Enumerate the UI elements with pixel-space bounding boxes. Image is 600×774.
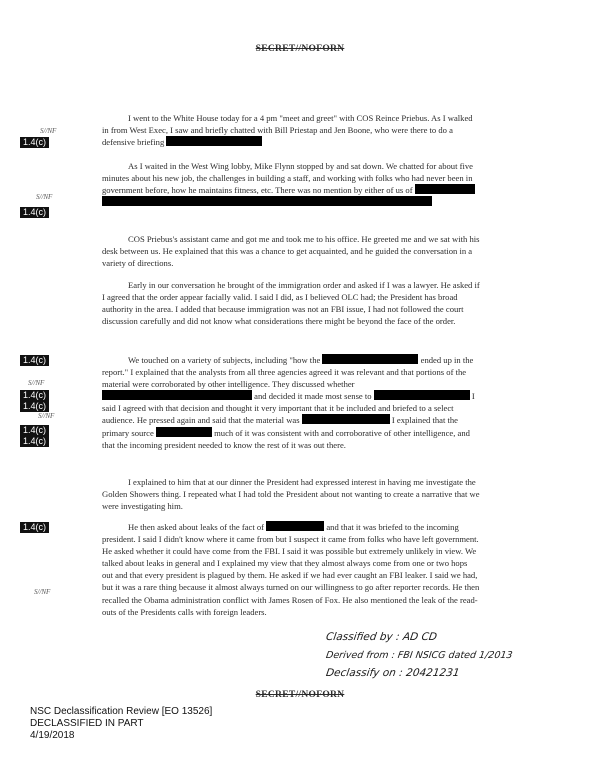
declass-date-line: 4/19/2018: [30, 730, 75, 741]
declass-review-line: NSC Declassification Review [EO 13526]: [30, 706, 213, 717]
margin-mark: S//NF: [34, 588, 51, 596]
margin-mark: S//NF: [38, 412, 55, 420]
redaction-block: [302, 414, 390, 424]
declassification-stamp: [30, 706, 212, 742]
handwritten-classified-by: Classified by : AD CD: [325, 631, 438, 643]
paragraph-6: I explained to him that at our dinner the President had expressed interest in having me investigate the Golden Showers thing. I repeated what I had told the President about not wanting to create a narrative that we were investigating him.: [102, 477, 480, 512]
paragraph-3: COS Priebus's assistant came and got me and took me to his office. He greeted me and we sat with his desk between us. He explained that this was a chance to get acquainted, and he guided the conversation in a variety of directions.: [102, 234, 480, 269]
redaction-code-tag: 1.4(c): [20, 401, 49, 412]
margin-mark: S//NF: [28, 379, 45, 387]
paragraph-4: Early in our conversation he brought of the immigration order and asked if I was a lawyer. He asked if I agreed that the order appear facially valid. I said I did, as I believed OLC had; the President has broad authority in the area. I added that because immigration was not an FBI issue, I had not followed the court discussion carefully and did not know what considerations there might be beyond the face of the order.: [102, 280, 480, 327]
redaction-block: [415, 184, 475, 194]
redaction-code-tag: 1.4(c): [20, 522, 49, 533]
redaction-code-tag: 1.4(c): [20, 390, 49, 401]
handwritten-declassify-on: Declassify on : 20421231: [325, 667, 461, 679]
handwritten-derived-from: Derived from : FBI NSICG dated 1/2013: [325, 650, 514, 661]
declass-status-line: DECLASSIFIED IN PART: [30, 718, 144, 729]
paragraph-7: He then asked about leaks of the fact of and that it was briefed to the incoming president. I said I didn't know where it came from but I suspect it came from folks who have left government. He asked whether it could have come from the FBI. I said it was possible but extremely unlikely in view. We talked about leaks in general and I explained my view that they almost always come from one or two hops out and that every president is plagued by them. He asked if we had ever caught an FBI leaker. I said we had, but it was a rare thing because it almost always turned on our willingness to go after reporter records. He then recalled the Obama administration conflict with James Rosen of Fox. He also mentioned the leak of the read-outs of the Presidents calls with foreign leaders.: [102, 522, 480, 617]
redaction-code-tag: 1.4(c): [20, 436, 49, 447]
header-classification: SECRET//NOFORN: [255, 44, 345, 54]
paragraph-2: As I waited in the West Wing lobby, Mike Flynn stopped by and sat down. We chatted for about five minutes about his new job, the challenges in building a staff, and working with folks who had never been in government before, how he maintains fitness, etc. There was no mention by either of us of: [102, 160, 480, 208]
redaction-block: [156, 427, 212, 437]
redaction-block: [322, 354, 418, 364]
redaction-block: [102, 196, 432, 206]
redaction-block: [166, 136, 262, 146]
redaction-code-tag: 1.4(c): [20, 355, 49, 366]
redaction-block: [102, 390, 252, 400]
redaction-block: [266, 521, 324, 531]
footer-classification: SECRET//NOFORN: [255, 690, 345, 700]
redaction-code-tag: 1.4(c): [20, 425, 49, 436]
paragraph-1: I went to the White House today for a 4 pm "meet and greet" with COS Reince Priebus. As I walked in from West Exec, I saw and briefly chatted with Bill Priestap and Jen Boone, who were there to do a defensive briefing: [102, 113, 473, 148]
paragraph-5: We touched on a variety of subjects, including "how the ended up in the report." I explained that the analysts from all three agencies agreed it was relevant and that portions of the material were corroborated by other intelligence. They discussed whether and decided it made most sense to I said I agreed with that decision and thought it very important that it be included and briefed to a select audience. He pressed again and said that the material was I explained that the primary source much of it was consistent with and corroborative of other intelligence, and that the incoming president needed to know the rest of it was out there.: [102, 355, 475, 450]
redaction-code-tag: 1.4(c): [20, 137, 49, 148]
redaction-code-tag: 1.4(c): [20, 207, 49, 218]
redaction-block: [374, 390, 470, 400]
margin-mark: S//NF: [40, 127, 57, 135]
margin-mark: S//NF: [36, 193, 53, 201]
